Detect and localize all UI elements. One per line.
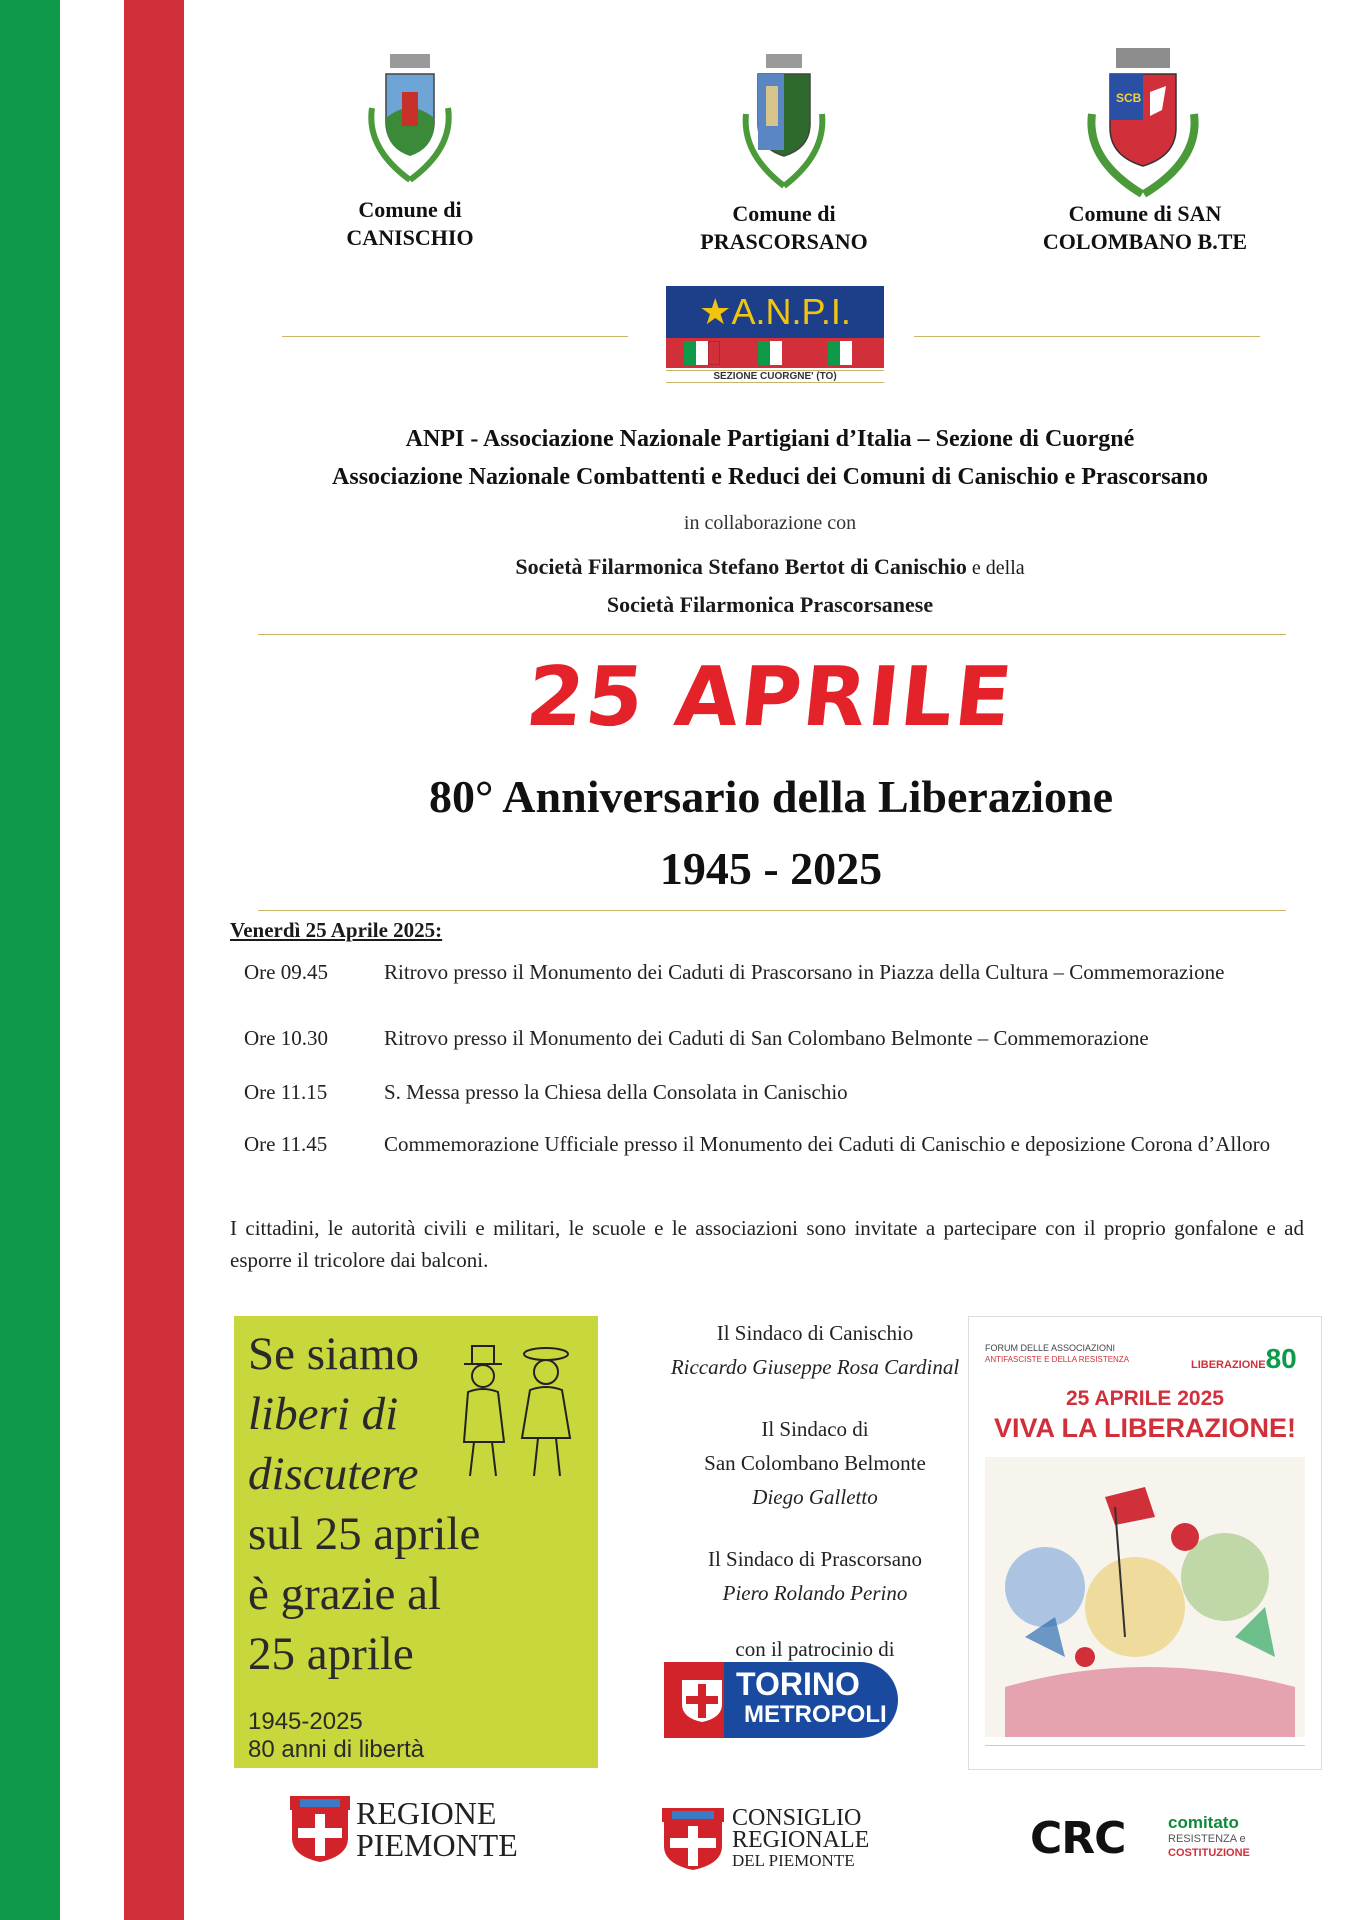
filarmonica-tail: e della — [966, 557, 1025, 579]
consiglio-regionale-logo — [662, 1806, 902, 1872]
figures-sketch-icon — [442, 1336, 592, 1486]
mayor-san-colombano — [620, 1412, 1010, 1514]
filarmonica-prascorsanese: Società Filarmonica Prascorsanese — [606, 592, 934, 617]
mayor-role: Il Sindaco di Canischio — [716, 1321, 914, 1345]
schedule-item — [230, 1078, 1310, 1108]
divider-left — [282, 336, 628, 337]
poster-line: 25 aprile — [248, 1628, 414, 1680]
mayor-role: Il Sindaco di Prascorsano — [707, 1547, 923, 1571]
caption-canischio — [310, 196, 510, 252]
headline-title: 80° Anniversario della Liberazione — [428, 771, 1114, 822]
filarmonica-canischio: Società Filarmonica Stefano Bertot di Canischio — [515, 554, 967, 579]
mayor-name: Riccardo Giuseppe Rosa Cardinal — [670, 1355, 960, 1379]
schedule-time: Ore 09.45 — [244, 960, 328, 984]
crc-mark: CRC — [1030, 1813, 1126, 1864]
mayor-canischio — [620, 1316, 1010, 1384]
schedule-item — [230, 1024, 1310, 1054]
mayor-role: San Colombano Belmonte — [704, 1451, 926, 1475]
poster-right — [968, 1316, 1322, 1770]
poster-line: discutere — [248, 1448, 419, 1500]
organizer-anpi: ANPI - Associazione Nazionale Partigiani d’Italia – Sezione di Cuorgné — [405, 426, 1135, 452]
mayor-name: Diego Galletto — [752, 1485, 878, 1509]
schedule-time: Ore 11.45 — [244, 1132, 328, 1156]
poster-sub: 80 anni di libertà — [248, 1736, 425, 1763]
poster-years: 1945-2025 — [248, 1708, 363, 1735]
poster-forum2: ANTIFASCISTE E DELLA RESISTENZA — [985, 1355, 1130, 1364]
poster-line: sul 25 aprile — [248, 1508, 481, 1560]
svg-text:SCB: SCB — [1116, 91, 1142, 105]
regione-l2: PIEMONTE — [356, 1827, 518, 1863]
crc-l1: comitato — [1168, 1813, 1239, 1832]
consiglio-l1: CONSIGLIO — [732, 1805, 862, 1831]
consiglio-crest-icon — [662, 1808, 724, 1870]
caption-line: COLOMBANO B.TE — [1042, 229, 1248, 254]
poster-forum: FORUM DELLE ASSOCIAZIONI — [985, 1343, 1116, 1353]
divider-right — [914, 336, 1260, 337]
schedule-text: Ritrovo presso il Monumento dei Caduti di San Colombano Belmonte – Commemorazione — [384, 1026, 1149, 1050]
crc-logo — [1030, 1814, 1270, 1870]
poster-line: Se siamo — [248, 1328, 420, 1380]
anpi-text: A.N.P.I. — [731, 291, 851, 332]
organizer-ancr: Associazione Nazionale Combattenti e Reduci dei Comuni di Canischio e Prascorsano — [332, 464, 1208, 490]
liberazione-num: 80 — [1265, 1343, 1297, 1374]
mayor-role: Il Sindaco di — [761, 1417, 869, 1441]
cross-icon — [678, 1676, 726, 1724]
schedule-item — [230, 958, 1310, 1016]
liberazione-badge — [1191, 1343, 1297, 1375]
consiglio-l3: DEL PIEMONTE — [732, 1851, 855, 1870]
crc-l3: COSTITUZIONE — [1168, 1847, 1250, 1859]
regione-piemonte-logo — [290, 1796, 520, 1862]
divider-under-organizers — [258, 634, 1286, 635]
poster-left — [234, 1316, 598, 1768]
filarmonica-line — [180, 554, 1358, 580]
regione-l1: REGIONE — [356, 1795, 497, 1831]
poster-right-slogan: VIVA LA LIBERAZIONE! — [994, 1413, 1296, 1443]
crc-l2: RESISTENZA e — [1168, 1833, 1246, 1845]
caption-line: Comune di SAN — [1068, 201, 1222, 226]
painting-illustration-icon — [985, 1457, 1305, 1737]
caption-line: Comune di — [358, 197, 462, 222]
poster-line: liberi di — [248, 1388, 399, 1440]
anpi-logo — [666, 286, 884, 382]
caption-san-colombano — [1010, 200, 1280, 256]
flag-stripe-white — [60, 0, 124, 1920]
schedule-time: Ore 11.15 — [244, 1080, 328, 1104]
flag-stripe-green — [0, 0, 60, 1920]
schedule-text: Ritrovo presso il Monumento dei Caduti di Prascorsano in Piazza della Cultura – Commemorazione — [384, 960, 1225, 984]
caption-prascorsano — [664, 200, 904, 256]
liberazione-text: LIBERAZIONE — [1191, 1359, 1266, 1371]
torino-l1: TORINO — [736, 1666, 860, 1702]
anpi-section: SEZIONE CUORGNE' (TO) — [666, 370, 884, 383]
crest-canischio — [362, 48, 458, 198]
collab-text: in collaborazione con — [683, 512, 857, 534]
patronage-text: con il patrocinio di — [735, 1637, 895, 1661]
star-icon: ★ — [699, 291, 732, 332]
caption-line: CANISCHIO — [346, 225, 474, 250]
sponsor-strip — [985, 1745, 1305, 1760]
consiglio-l2: REGIONALE — [732, 1827, 870, 1853]
headline-date: 25 APRILE — [521, 650, 1019, 745]
caption-line: Comune di — [732, 201, 836, 226]
torino-l2: METROPOLI — [744, 1701, 887, 1728]
poster-line: è grazie al — [248, 1568, 442, 1620]
poster-right-date: 25 APRILE 2025 — [1066, 1387, 1224, 1410]
schedule-time: Ore 10.30 — [244, 1026, 328, 1050]
headline-years: 1945 - 2025 — [659, 843, 883, 894]
mayor-prascorsano — [620, 1542, 1010, 1610]
schedule-text: S. Messa presso la Chiesa della Consolata in Canischio — [384, 1080, 848, 1104]
schedule-item — [230, 1130, 1310, 1188]
divider-under-headline — [258, 910, 1286, 911]
regione-crest-icon — [290, 1796, 350, 1862]
flag-stripe-red — [124, 0, 184, 1920]
crest-prascorsano — [736, 50, 832, 200]
schedule-text: Commemorazione Ufficiale presso il Monumento dei Caduti di Canischio e deposizione Corona d’Alloro — [384, 1132, 1271, 1156]
mayor-name: Piero Rolando Perino — [722, 1581, 908, 1605]
invitation-text: I cittadini, le autorità civili e militari, le scuole e le associazioni sono invitate a partecipare con il proprio gonfalone e ad esporre il tricolore dai balconi. — [230, 1216, 1304, 1272]
crest-san-colombano — [1080, 44, 1206, 204]
torino-metropoli-logo — [664, 1662, 898, 1738]
caption-line: PRASCORSANO — [700, 229, 868, 254]
schedule-day: Venerdì 25 Aprile 2025: — [230, 918, 443, 942]
